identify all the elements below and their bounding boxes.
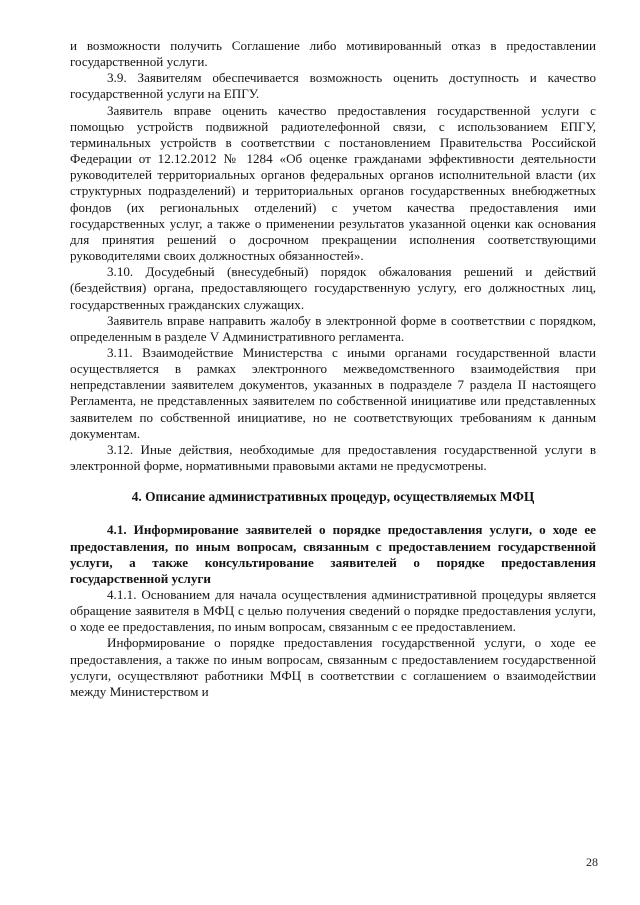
paragraph-3-12: 3.12. Иные действия, необходимые для предоставления государственной услуги в электронной форме, нормативными правовыми актами не предусмотрены. bbox=[70, 441, 596, 474]
paragraph-3-9: 3.9. Заявителям обеспечивается возможность оценить доступность и качество государственной услуги на ЕПГУ. bbox=[70, 70, 596, 102]
page-number: 28 bbox=[586, 855, 598, 869]
paragraph-3-10: 3.10. Досудебный (внесудебный) порядок обжалования решений и действий (бездействия) органа, предоставляющего государственную услугу, его должностных лиц, государственных гражданских служащих. bbox=[70, 264, 596, 312]
paragraph-complaint: Заявитель вправе направить жалобу в электронной форме в соответствии с порядком, определенным в разделе V Административного регламента. bbox=[70, 312, 596, 344]
section-heading: 4. Описание административных процедур, осуществляемых МФЦ bbox=[131, 489, 535, 505]
paragraph-3-11: 3.11. Взаимодействие Министерства с иными органами государственной власти осуществляется в рамках электронного межведомственного взаимодействия при непредставлении заявителем документов, указанных в подразделе 7 раздела II настоящего Регламента, не представленных заявителем по собственной инициативе или представленных заявителем по собственной инициативе, но не соответствующих требованиям к данным документам. bbox=[70, 344, 596, 441]
paragraph-continuation: и возможности получить Соглашение либо мотивированный отказ в предоставлении государственной услуги. bbox=[70, 38, 596, 70]
paragraph-quality-assessment: Заявитель вправе оценить качество предоставления государственной услуги с помощью устройств подвижной радиотелефонной связи, с использованием ЕПГУ, терминальных устройств в соответствии с постановлением Правительства Российской Федерации от 12.12.2012 № 1284 «Об оценке гражданами эффективности деятельности руководителей территориальных органов федеральных органов исполнительной власти (их структурных подразделений) и территориальных органов государственных внебюджетных фондов (их региональных отделений) с учетом качества предоставления ими государственных услуг, а также о применении результатов указанной оценки как основания для принятия решений о досрочном прекращении исполнения соответствующими руководителями своих должностных обязанностей». bbox=[70, 102, 596, 264]
paragraph-4-1-1: 4.1.1. Основанием для начала осуществления административной процедуры является обращение заявителя в МФЦ с целью получения сведений о порядке предоставления услуги, о ходе ее предоставления, по иным вопросам, связанным с ее предоставлением. bbox=[70, 587, 596, 635]
subsection-heading: 4.1. Информирование заявителей о порядке предоставления услуги, о ходе ее предоставления, по иным вопросам, связанным с предоставлением государственной услуги, а также консультирование заявителей о порядке предоставления государственной услуги bbox=[70, 522, 596, 586]
page-body bbox=[70, 38, 596, 700]
paragraph-informing: Информирование о порядке предоставления государственной услуги, о ходе ее предоставления, а также по иным вопросам, связанным с предоставлением государственной услуги, осуществляют работники МФЦ в соответствии с соглашением о взаимодействии между Министерством и bbox=[70, 635, 596, 699]
